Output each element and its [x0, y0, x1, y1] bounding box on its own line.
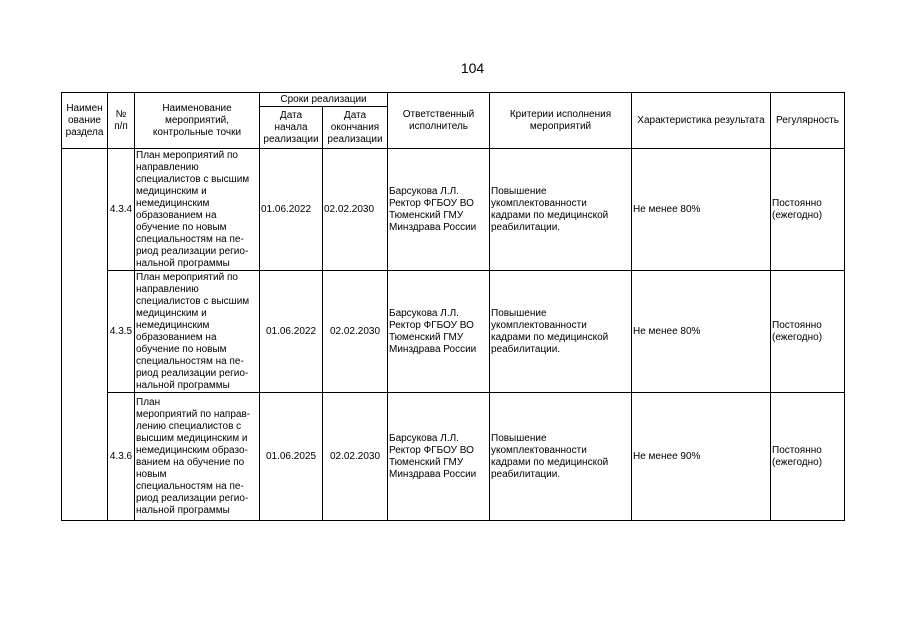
regularity: Постоянно (ежегодно) [771, 271, 845, 393]
header-section: Наимен ование раздела [62, 93, 108, 149]
header-number: № п/п [108, 93, 135, 149]
row-number: 4.3.6 [108, 393, 135, 521]
header-regularity: Регулярность [771, 93, 845, 149]
end-date: 02.02.2030 [323, 271, 388, 393]
header-responsible: Ответственный исполнитель [388, 93, 490, 149]
responsible-person: Барсукова Л.Л. Ректор ФГБОУ ВО Тюменский ГМУ Минздрава России [388, 271, 490, 393]
result: Не менее 80% [632, 149, 771, 271]
start-date: 01.06.2025 [260, 393, 323, 521]
table-row [62, 149, 845, 271]
header-end-date: Дата окончания реализации [323, 107, 388, 149]
page-number: 104 [460, 60, 485, 76]
start-date: 01.06.2022 [260, 271, 323, 393]
header-terms-group: Сроки реализации [260, 93, 388, 107]
header-criteria: Критерии исполнения мероприятий [490, 93, 632, 149]
criteria: Повышение укомплектованности кадрами по медицинской реабилитации. [490, 149, 632, 271]
activity-name: План мероприятий по направлению специалистов с высшим медицинским и немедицинским образованием на обучение по новым специальностям на пе- риод реализации регио- нальной программы [135, 271, 260, 393]
table-header [62, 93, 845, 149]
responsible-person: Барсукова Л.Л. Ректор ФГБОУ ВО Тюменский ГМУ Минздрава России [388, 393, 490, 521]
row-number: 4.3.5 [108, 271, 135, 393]
responsible-person: Барсукова Л.Л. Ректор ФГБОУ ВО Тюменский ГМУ Минздрава России [388, 149, 490, 271]
section-cell [62, 149, 108, 521]
end-date: 02.02.2030 [323, 393, 388, 521]
end-date: 02.02.2030 [323, 149, 388, 271]
criteria: Повышение укомплектованности кадрами по медицинской реабилитации. [490, 393, 632, 521]
regularity: Постоянно (ежегодно) [771, 149, 845, 271]
table-row [62, 271, 845, 393]
start-date: 01.06.2022 [260, 149, 323, 271]
row-number: 4.3.4 [108, 149, 135, 271]
result: Не менее 80% [632, 271, 771, 393]
regularity: Постоянно (ежегодно) [771, 393, 845, 521]
activities-table [61, 92, 845, 521]
criteria: Повышение укомплектованности кадрами по медицинской реабилитации. [490, 271, 632, 393]
activity-name: План мероприятий по направлению специалистов с высшим медицинским и немедицинским образованием на обучение по новым специальностям на пе- риод реализации регио- нальной программы [135, 149, 260, 271]
header-result: Характеристика результата [632, 93, 771, 149]
header-activity: Наименование мероприятий, контрольные точки [135, 93, 260, 149]
activity-name: План мероприятий по направ- лению специалистов с высшим медицинским и немедицинским образо- ванием на обучение по новым специальностям на пе- риод реализации регио- нальной программы [135, 393, 260, 521]
header-start-date: Дата начала реализации [260, 107, 323, 149]
result: Не менее 90% [632, 393, 771, 521]
table-row [62, 393, 845, 521]
